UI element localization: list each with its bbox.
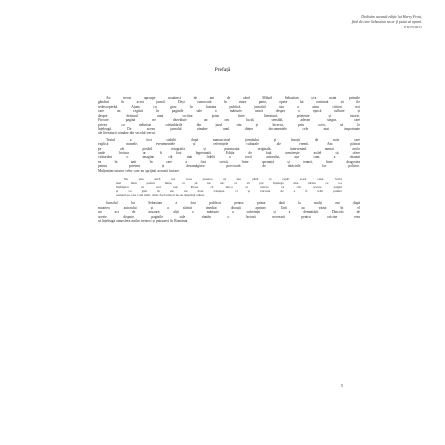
text-line: Jurnalul lui Sebastian a fost publicat pentru prima dată la mulți ani după — [106, 201, 360, 206]
text-line: privea cu neliniște schimbările din jurul său și încerca, prin scris, să le — [98, 122, 360, 127]
page-number: 5 — [341, 383, 343, 388]
paragraph-gap — [98, 173, 360, 175]
paragraph — [98, 138, 360, 173]
text-line: gânduri în acest jurnal. Deși cunoscută în mare parte, opera lui continuă să fie — [98, 100, 360, 105]
text-line: înțeleagă. De aceea jurnalul rămâne unul dintre documentele cele mai importante — [98, 126, 360, 131]
text-line: Mulțumim tuturor celor care au sprijinit această lucrare. — [98, 168, 180, 173]
page-title: Prefață — [214, 67, 231, 73]
text-line: ale literaturii române din secolul trecut. — [98, 131, 156, 136]
text-line: Textul a fost stabilit după manuscrisul jurnalului și însoțit de note care — [106, 137, 360, 142]
dedication-signature: EDITORII — [404, 25, 422, 30]
text-line: un act de acuzare, alții o mărturie a suferinței și a demnității. Dincolo de — [98, 210, 360, 215]
text-line: pe cât posibil ortografia și punctuația originală, intervenind numai acolo — [98, 146, 360, 151]
text-line: să înțeleagă atmosfera anilor treizeci și patruzeci în România. — [98, 219, 189, 224]
text-line: aceste dispute, paginile sale rămân o lectură necesară pentru oricine vrea — [98, 214, 360, 219]
text-line: Fiecare pagină ne dezvăluie un om lucid, sensibil, adesea singur, care — [98, 118, 360, 123]
text-line: întâmplat cu noi toți. Poate că într-o zi cineva va citi aceste pagini — [116, 185, 342, 190]
text-line: moartea autorului și a stârnit imediat discuții aprinse. Unii au văzut în el — [98, 205, 360, 210]
text-line: despre destinul unui scriitor prins între literatură, prietenie și istorie. — [98, 113, 360, 118]
text-line: explică numele, evenimentele și referințele culturale ale vremii. Am păstrat — [98, 142, 360, 147]
text-line: ea în anii în care a fost scrisă, între speranță și teamă, între dragostea — [98, 159, 360, 164]
dedication — [272, 15, 422, 30]
text-line: mai mult pentru mine, ca să nu uit, ca să pot înțelege mai târziu ce s-a — [116, 181, 342, 186]
dedication-line: Dedicăm această ediție lui Harry Frost, — [361, 15, 422, 19]
text-line: pentru prieteni și dezamăgirea provocată de rătăcirile lor politice. — [98, 164, 360, 169]
text-line: redescoperită. Ajuns cu greu în lumina publică, jurnalul său a atras cititori noi — [98, 104, 360, 109]
text-line: și va găsi în ele nu doar tristețea, ci și bucuria de a fi trăit printre — [116, 189, 342, 194]
quoted-passage — [116, 177, 342, 197]
body-text — [98, 96, 360, 224]
paragraph — [98, 96, 360, 136]
paragraph — [98, 201, 360, 223]
text-line: care au regăsit în paginile sale o mărturie unică despre o epocă tulbure și — [98, 109, 360, 114]
dedication-line: fără de care Sebastian nu ar fi putut să apară. — [351, 19, 422, 24]
text-line: unde lectura ar fi fost îngreunată. Ediția de față urmărește astfel să ofere — [98, 151, 360, 156]
text-line: Nu știu dacă voi avea puterea să duc până la capăt acest caiet. Scriu — [124, 177, 342, 182]
text-line: Au trecut aproape nouăzeci de ani de când Mihail Sebastian și-a notat primele — [106, 96, 360, 100]
text-line: cititorului o imagine cât mai fidelă a vocii autorului, așa cum a răsunat — [98, 155, 360, 160]
text-line: oameni pe care i-am iubit, chiar dacă uneori ne-au despărțit atâtea. — [116, 193, 205, 198]
